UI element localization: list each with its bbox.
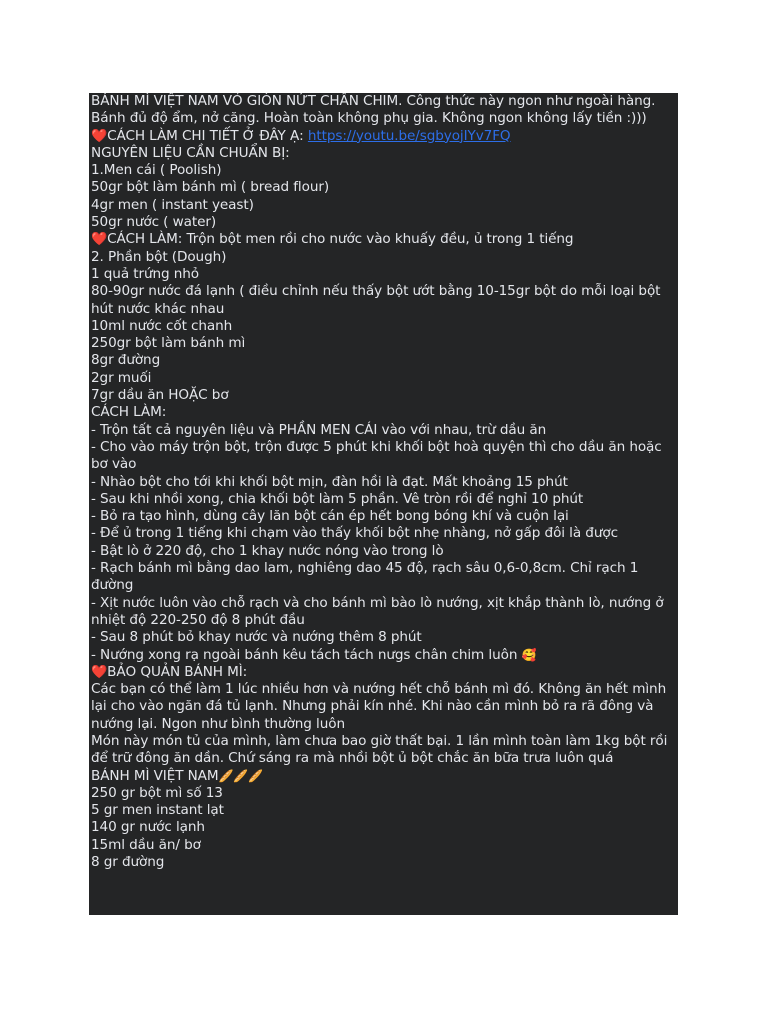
final-step-text: - Nướng xong rạ ngoài bánh kêu tách tách nưgs chân chim luôn bbox=[91, 646, 522, 663]
dough-item: 2gr muối bbox=[91, 369, 152, 386]
poolish-method bbox=[91, 231, 676, 248]
method-step: - Xịt nước luôn vào chỗ rạch và cho bánh mì bào lò nướng, xịt khắp thành lò, nướng ở nhiệt độ 220-250 độ 8 phút đầu bbox=[91, 594, 664, 628]
method-step: - Sau 8 phút bỏ khay nước và nướng thêm 8 phút bbox=[91, 629, 422, 646]
poolish-item: 50gr bột làm bánh mì ( bread flour) bbox=[91, 179, 330, 196]
ingredients-header: NGUYÊN LIỆU CẦN CHUẨN BỊ: bbox=[91, 144, 290, 161]
heart-icon: ❤️ bbox=[91, 232, 108, 248]
dough-header: 2. Phần bột (Dough) bbox=[91, 248, 227, 265]
heart-icon: ❤️ bbox=[91, 128, 108, 144]
video-link[interactable]: https://youtu.be/sgbyojIYv7FQ bbox=[307, 127, 511, 144]
dough-item: 80-90gr nước đá lạnh ( điều chỉnh nếu thấy bột ướt bằng 10-15gr bột do mỗi loại bột hút nước khác nhau bbox=[91, 283, 661, 317]
smiling-face-hearts-icon: 🥰 bbox=[521, 647, 537, 662]
poolish-item: 50gr nước ( water) bbox=[91, 214, 217, 231]
second-recipe-item: 5 gr men instant lạt bbox=[91, 802, 224, 819]
storage-header-line bbox=[91, 664, 676, 681]
poolish-method-text: CÁCH LÀM: Trộn bột men rồi cho nước vào khuấy đều, ủ trong 1 tiếng bbox=[107, 231, 574, 248]
video-line bbox=[91, 128, 676, 145]
method-step: - Rạch bánh mì bằng dao lam, nghiêng dao 45 độ, rạch sâu 0,6-0,8cm. Chỉ rạch 1 đường bbox=[91, 560, 639, 594]
second-recipe-item: 140 gr nước lạnh bbox=[91, 819, 205, 836]
heart-icon: ❤️ bbox=[91, 664, 108, 680]
method-step: - Sau khi nhồi xong, chia khối bột làm 5 phần. Vê tròn rồi để nghỉ 10 phút bbox=[91, 490, 584, 507]
dough-item: 250gr bột làm bánh mì bbox=[91, 335, 246, 352]
second-recipe-item: 15ml dầu ăn/ bơ bbox=[91, 836, 201, 853]
intro-paragraph: BÁNH MÌ VIỆT NAM VỎ GIÒN NỨT CHÂN CHIM. Công thức này ngon như ngoài hàng. Bánh đủ độ ẩm, nở căng. Hoàn toàn không phụ gia. Không ngon không lấy tiền :))) bbox=[91, 93, 656, 127]
dough-item: 7gr dầu ăn HOẶC bơ bbox=[91, 387, 229, 404]
video-label: CÁCH LÀM CHI TIẾT Ở ĐÂY Ạ: bbox=[107, 127, 308, 144]
storage-paragraph-2: Món này món tủ của mình, làm chưa bao giờ thất bại. 1 lần mình toàn làm 1kg bột rồi để trữ đông ăn dần. Chứ sáng ra mà nhồi bột ủ bột chắc ăn bữa trưa luôn quá bbox=[91, 732, 668, 767]
method-step: - Nhào bột cho tới khi khối bột mịn, đàn hồi là đạt. Mất khoảng 15 phút bbox=[91, 473, 568, 490]
final-step bbox=[91, 647, 676, 664]
baguette-icon: 🥖🥖🥖 bbox=[218, 768, 264, 783]
method-step: - Bật lò ở 220 độ, cho 1 khay nước nóng vào trong lò bbox=[91, 542, 444, 559]
storage-paragraph-1: Các bạn có thể làm 1 lúc nhiều hơn và nướng hết chỗ bánh mì đó. Không ăn hết mình lại cho vào ngăn đá tủ lạnh. Nhưng phải kín nhé. Khi nào cần mình bỏ ra rã đông và nướng lại. Ngon như bình thường luôn bbox=[91, 681, 667, 732]
poolish-item: 4gr men ( instant yeast) bbox=[91, 196, 254, 213]
method-step: - Bỏ ra tạo hình, dùng cây lăn bột cán ép hết bong bóng khí và cuộn lại bbox=[91, 508, 569, 525]
method-step: - Trộn tất cả nguyên liệu và PHẦN MEN CÁI vào với nhau, trừ dầu ăn bbox=[91, 421, 547, 438]
second-recipe-item: 250 gr bột mì số 13 bbox=[91, 784, 223, 801]
second-recipe-item: 8 gr đường bbox=[91, 854, 165, 871]
method-header: CÁCH LÀM: bbox=[91, 404, 167, 421]
dough-item: 1 quả trứng nhỏ bbox=[91, 265, 200, 282]
post-text bbox=[89, 93, 678, 871]
dough-item: 10ml nước cốt chanh bbox=[91, 317, 233, 334]
method-step: - Để ủ trong 1 tiếng khi chạm vào thấy khối bột nhẹ nhàng, nở gấp đôi là được bbox=[91, 525, 618, 542]
second-recipe-title: BÁNH MÌ VIỆT NAM bbox=[91, 767, 219, 784]
dough-item: 8gr đường bbox=[91, 352, 161, 369]
poolish-header: 1.Men cái ( Poolish) bbox=[91, 162, 222, 179]
second-recipe-title-line bbox=[91, 768, 676, 785]
post-content-panel bbox=[89, 93, 678, 915]
method-step: - Cho vào máy trộn bột, trộn được 5 phút khi khối bột hoà quyện thì cho dầu ăn hoặc bơ vào bbox=[91, 438, 662, 473]
storage-header: BẢO QUẢN BÁNH MÌ: bbox=[107, 663, 248, 680]
